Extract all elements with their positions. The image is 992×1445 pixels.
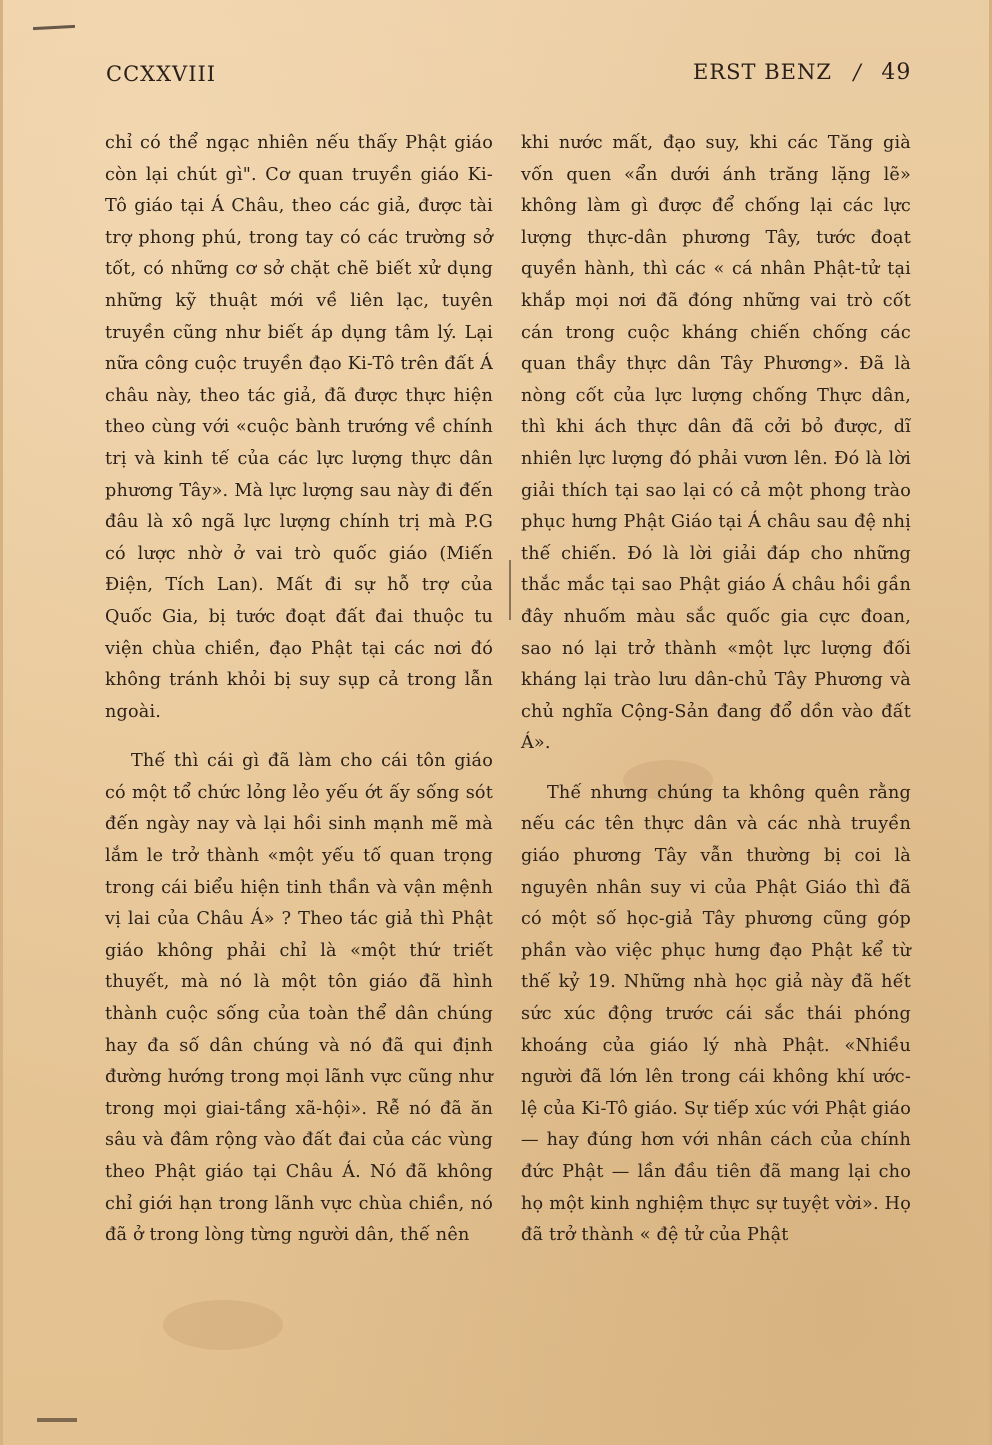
left-column: [105, 128, 493, 1252]
section-numeral: CCXXVIII: [106, 62, 217, 86]
author-and-page: [693, 60, 911, 85]
paragraph-gap: [521, 760, 911, 778]
header-separator: /: [853, 60, 862, 84]
page-number: 49: [881, 60, 912, 85]
author-name: ERST BENZ: [693, 60, 832, 84]
right-paragraph-2: Thế nhưng chúng ta không quên rằng nếu các tên thực dân và các nhà truyền giáo phương Tây vẫn thường bị coi là nguyên nhân suy vi của Phật Giáo thì đã có một số học-giả Tây phương cũng góp phần vào việc phục hưng đạo Phật kể từ thế kỷ 19. Những nhà học giả này đã hết sức xúc động trước cái sắc thái phóng khoáng của giáo lý nhà Phật. «Nhiều người đã lớn lên trong cái không khí ước-lệ của Ki-Tô giáo. Sự tiếp xúc với Phật giáo — hay đúng hơn với nhân cách của chính đức Phật — lần đầu tiên đã mang lại cho họ một kinh nghiệm thực sự tuyệt vời». Họ đã trở thành « đệ tử của Phật: [521, 782, 911, 1246]
right-paragraph-1: khi nước mất, đạo suy, khi các Tăng già vốn quen «ẩn dưới ánh trăng lặng lẽ» không làm gì được để chống lại các lực lượng thực-dân phương Tây, tước đoạt quyền hành, thì các « cá nhân Phật-tử tại khắp mọi nơi đã đóng những vai trò cốt cán trong cuộc kháng chiến chống các quan thầy thực dân Tây Phương». Đã là nòng cốt của lực lượng chống Thực dân, thì khi ách thực dân đã cởi bỏ được, dĩ nhiên lực lượng đó phải vươn lên. Đó là lời giải thích tại sao lại có cả một phong trào phục hưng Phật Giáo tại Á châu sau đệ nhị thế chiến. Đó là lời giải đáp cho những thắc mắc tại sao Phật giáo Á châu hồi gần đây nhuốm màu sắc quốc gia cực đoan, sao nó lại trở thành «một lực lượng đối kháng lại trào lưu dân-chủ Tây Phương và chủ nghĩa Cộng-Sản đang đổ dồn vào đất Á».: [521, 133, 911, 754]
paper-stain: [163, 1300, 283, 1350]
right-column: [521, 128, 911, 1252]
ink-mark-top: [33, 25, 75, 30]
ink-mark-bottom: [37, 1418, 77, 1422]
paragraph-gap: [105, 728, 493, 746]
left-paragraph-2: Thế thì cái gì đã làm cho cái tôn giáo có một tổ chức lỏng lẻo yếu ớt ấy sống sót đến ngày nay và lại hồi sinh mạnh mẽ mà lắm le trở thành «một yếu tố quan trọng trong cái biểu hiện tinh thần và vận mệnh vị lai của Châu Á» ? Theo tác giả thì Phật giáo không phải chỉ là «một thứ triết thuyết, mà nó là một tôn giáo đã hình thành cuộc sống của toàn thể dân chúng hay đa số dân chúng và nó đã qui định đường hướng trong mọi lãnh vực cũng như trong mọi giai-tầng xã-hội». Rễ nó đã ăn sâu và đâm rộng vào đất đai của các vùng theo Phật giáo tại Châu Á. Nó đã không chỉ giới hạn trong lãnh vực chùa chiền, nó đã ở trong lòng từng người dân, thế nên: [105, 751, 493, 1246]
left-paragraph-1: chỉ có thể ngạc nhiên nếu thấy Phật giáo còn lại chút gì". Cơ quan truyền giáo Ki-Tô giáo tại Á Châu, theo các giả, được tài trợ phong phú, trong tay có các trường sở tốt, có những cơ sở chặt chẽ biết xử dụng những kỹ thuật mới về liên lạc, tuyên truyền cũng như biết áp dụng tâm lý. Lại nữa công cuộc truyền đạo Ki-Tô trên đất Á châu này, theo tác giả, đã được thực hiện theo cùng với «cuộc bành trướng về chính trị và kinh tế của các lực lượng thực dân phương Tây». Mà lực lượng sau này đi đến đâu là xô ngã lực lượng chính trị mà P.G có lược nhờ ở vai trò quốc giáo (Miến Điện, Tích Lan). Mất đi sự hỗ trợ của Quốc Gia, bị tước đoạt đất đai thuộc tu viện chùa chiền, đạo Phật tại các nơi đó không tránh khỏi bị suy sụp cả trong lẫn ngoài.: [105, 133, 493, 722]
fold-line: [509, 560, 511, 620]
running-head: [3, 58, 992, 90]
